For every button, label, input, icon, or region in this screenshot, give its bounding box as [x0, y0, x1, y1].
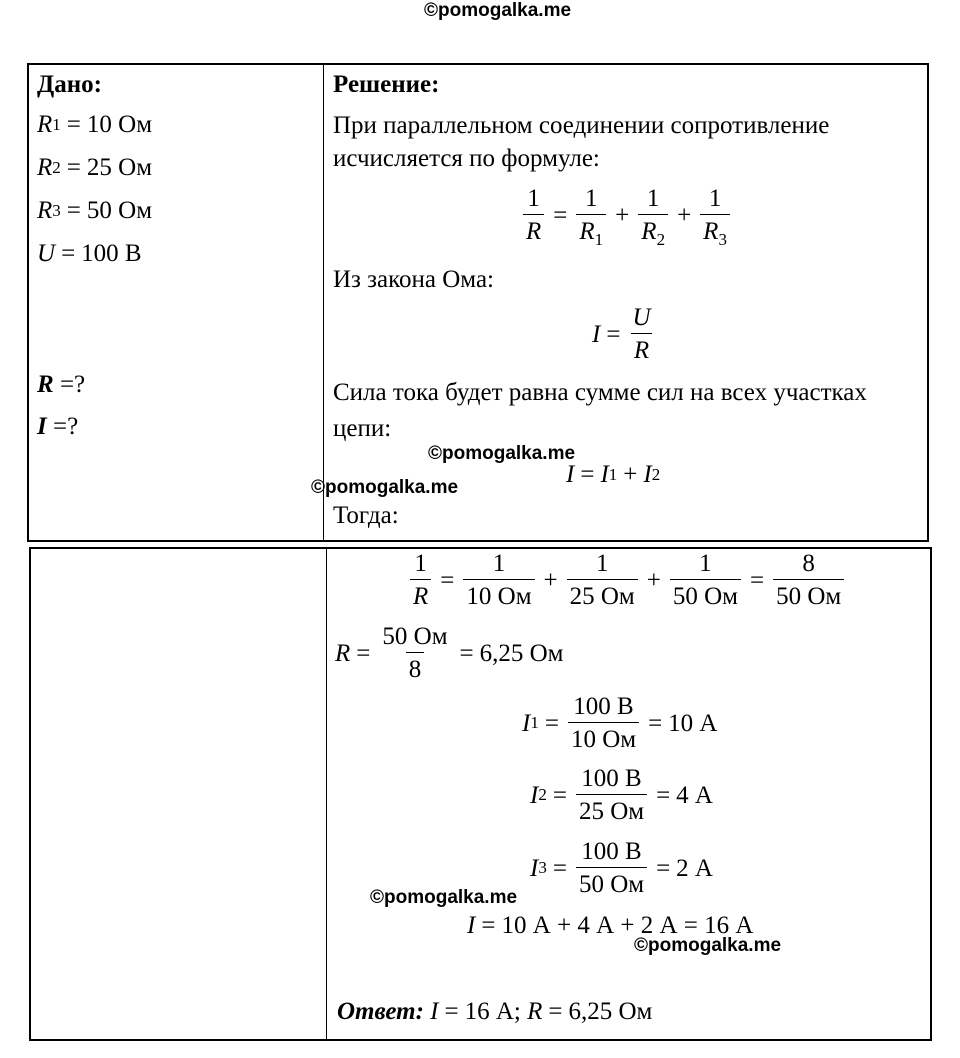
answer-line: Ответ: I = 16 А; R = 6,25 Ом	[337, 998, 653, 1025]
watermark-top: ©pomogalka.me	[424, 0, 572, 21]
current-text-line1: Сила тока будет равна сумме сил на всех участках	[333, 379, 867, 406]
current-sum-formula: I = I 1 + I 2	[566, 461, 661, 488]
current-i1: I 1 = $\frac{100 В}{10 Ом}$ = 10 А	[522, 693, 718, 753]
calculation-table	[29, 547, 932, 1041]
unknown-i: I =?	[37, 413, 79, 440]
solution-header: Решение:	[333, 71, 440, 98]
current-i2: I 2 = $\frac{100 В}{25 Ом}$ = 4 А	[530, 765, 713, 825]
given-u: U = 100 В	[37, 240, 142, 267]
total-current: I = 10 А + 4 А + 2 А = 16 А	[467, 912, 754, 939]
current-i3: I 3 = $\frac{100 В}{50 Ом}$ = 2 А	[530, 838, 713, 898]
given-r1: R 1 = 10 Ом	[37, 111, 153, 138]
ohm-law-intro: Из закона Ома:	[333, 266, 494, 293]
current-text-line2: цепи:	[333, 415, 392, 442]
parallel-formula: $\frac{1}{R}$ = $\frac{1}{R_1}$ + $\frac{1}{R_2}$ + $\frac{1}{R_3}$	[520, 186, 733, 244]
watermark: ©pomogalka.me	[370, 887, 518, 908]
given-header: Дано:	[37, 71, 102, 98]
watermark: ©pomogalka.me	[634, 935, 782, 956]
ohm-law-formula: I = $\frac{U}{R}$	[592, 304, 651, 364]
watermark: ©pomogalka.me	[311, 477, 459, 498]
column-divider	[326, 549, 327, 1039]
then-label: Тогда:	[333, 502, 399, 529]
column-divider	[323, 65, 324, 540]
solution-text-line1: При параллельном соединении сопротивление	[333, 112, 830, 139]
unknown-r: R =?	[37, 371, 86, 398]
given-r2: R 2 = 25 Ом	[37, 154, 153, 181]
resistance-result: R = $\frac{50 Ом}{8}$ = 6,25 Ом	[335, 623, 564, 683]
equivalent-resistance-equation: $\frac{1}{R}$ = $\frac{1}{10 Ом}$ + $\frac{1}{25 Ом}$ + $\frac{1}{50 Ом}$ = $\frac{8}{50 Ом}$	[407, 551, 847, 609]
watermark: ©pomogalka.me	[428, 443, 576, 464]
solution-text-line2: исчисляется по формуле:	[333, 145, 600, 172]
given-r3: R 3 = 50 Ом	[37, 197, 153, 224]
